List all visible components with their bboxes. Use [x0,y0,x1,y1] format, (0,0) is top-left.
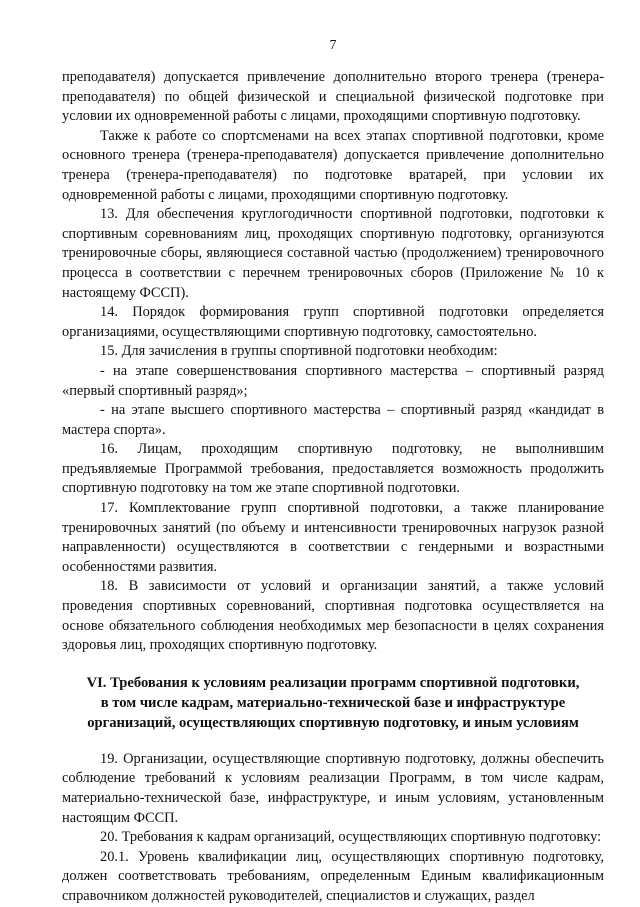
paragraph-additional-goalkeeper-coach: Также к работе со спортсменами на всех этапах спортивной подготовки, кроме основного тренера (тренера-преподавателя) допускается привлечение дополнительно тренера (тренера-преподавателя) по подготовке вратарей, при условии их одновременной работы с лицами, проходящими спортивную подготовку. [62,127,604,203]
page-number: 7 [329,38,337,53]
section-heading-line-2: в том числе кадрам, материально-технической базе и инфраструктуре [100,694,566,711]
paragraph-15-item-2: - на этапе высшего спортивного мастерства – спортивный разряд «кандидат в мастера спорта». [62,402,604,438]
paragraph-17: 17. Комплектование групп спортивной подготовки, а также планирование тренировочных занятий (по объему и интенсивности тренировочных нагрузок разной направленности) осуществляются в соответствии с гендерными и возрастными особенностями развития. [62,500,604,575]
section-heading-line-3: организаций, осуществляющих спортивную подготовку, и иным условиям [87,714,579,731]
paragraph-16: 16. Лицам, проходящим спортивную подготовку, не выполнившим предъявляемые Программой требования, предоставляется возможность продолжить спортивную подготовку на том же этапе спортивной подготовки. [62,441,604,497]
section-heading-line-1: VI. Требования к условиям реализации программ спортивной подготовки, [86,674,580,691]
paragraph-continuation: преподавателя) допускается привлечение дополнительно второго тренера (тренера-преподавателя) по общей физической и специальной физической подготовке при условии их одновременной работы с лицами, проходящими спортивную подготовку. [62,69,604,125]
paragraph-15-item-1: - на этапе совершенствования спортивного мастерства – спортивный разряд «первый спортивный разряд»; [62,362,604,399]
paragraph-19: 19. Организации, осуществляющие спортивную подготовку, должны обеспечить соблюдение требований к условиям реализации Программ, в том числе кадрам, материально-технической базе, инфраструктуре, и иным условиям, установленным настоящим ФССП. [62,750,604,826]
paragraph-13: 13. Для обеспечения круглогодичности спортивной подготовки, подготовки к спортивным соревнованиям лиц, проходящих спортивную подготовку, организуются тренировочные сборы, являющиеся составной частью (продолжением) тренировочного процесса в соответствии с перечнем тренировочных сборов (Приложение № 10 к настоящему ФССП). [62,206,604,301]
paragraph-20: 20. Требования к кадрам организаций, осуществляющих спортивную подготовку: [100,829,602,846]
paragraph-18: 18. В зависимости от условий и организации занятий, а также условий проведения спортивных соревнований, спортивная подготовка осуществляется на основе обязательного соблюдения необходимых мер безопасности в целях сохранения здоровья лиц, проходящих спортивную подготовку. [62,578,604,654]
paragraph-15: 15. Для зачисления в группы спортивной подготовки необходим: [100,343,498,360]
paragraph-20-1: 20.1. Уровень квалификации лиц, осуществляющих спортивную подготовку, должен соответствовать требованиям, определенным Единым квалификационным справочником должностей руководителей, специалистов и служащих, раздел [62,848,604,904]
paragraph-14: 14. Порядок формирования групп спортивной подготовки определяется организациями, осуществляющими спортивную подготовку, самостоятельно. [62,304,604,340]
section-heading [62,673,604,733]
